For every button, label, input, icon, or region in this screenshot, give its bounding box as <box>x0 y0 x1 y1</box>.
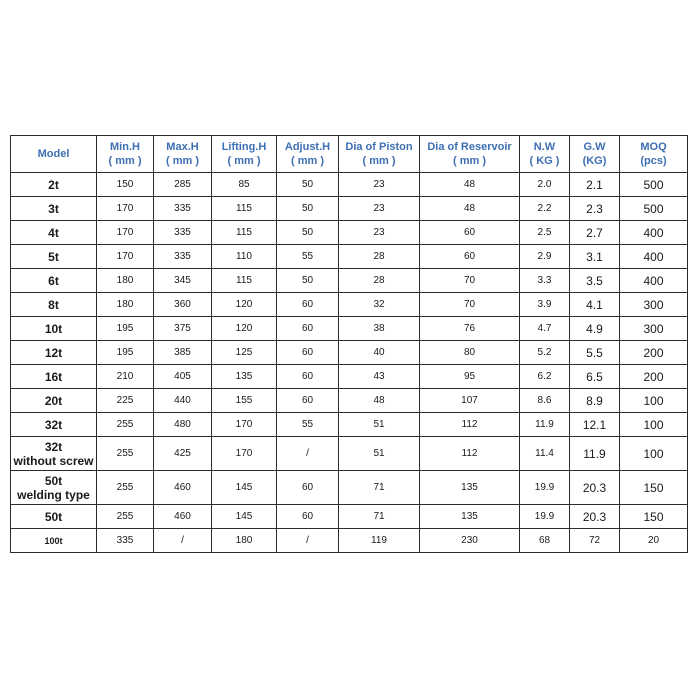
header-model <box>11 136 97 173</box>
gross-weight-cell: 8.9 <box>570 389 620 413</box>
adjust-height-cell: 55 <box>277 413 339 437</box>
model-cell <box>11 341 97 365</box>
dia-of-piston-cell: 48 <box>339 389 420 413</box>
adjust-height-cell: 60 <box>277 505 339 529</box>
header-label: MOQ <box>640 141 667 153</box>
moq-cell: 300 <box>620 317 688 341</box>
moq-cell: 200 <box>620 341 688 365</box>
lifting-height-cell: 120 <box>212 293 277 317</box>
moq-cell: 20 <box>620 529 688 553</box>
lifting-height-cell: 180 <box>212 529 277 553</box>
header-unit: ( mm ) <box>453 155 486 167</box>
dia-of-piston-cell: 51 <box>339 413 420 437</box>
dia-of-piston-cell: 23 <box>339 173 420 197</box>
model-cell <box>11 413 97 437</box>
net-weight-cell: 19.9 <box>520 505 570 529</box>
dia-of-reservoir-cell: 70 <box>420 269 520 293</box>
min-height-cell: 195 <box>97 341 154 365</box>
header-max-height <box>154 136 212 173</box>
header-label: Dia of Piston <box>345 141 413 153</box>
lifting-height-cell: 115 <box>212 197 277 221</box>
net-weight-cell: 3.3 <box>520 269 570 293</box>
min-height-cell: 150 <box>97 173 154 197</box>
adjust-height-cell: 60 <box>277 341 339 365</box>
moq-cell: 400 <box>620 245 688 269</box>
dia-of-piston-cell: 23 <box>339 197 420 221</box>
header-moq <box>620 136 688 173</box>
lifting-height-cell: 125 <box>212 341 277 365</box>
model-label: 2t <box>48 177 59 192</box>
lifting-height-cell: 115 <box>212 269 277 293</box>
min-height-cell: 170 <box>97 197 154 221</box>
moq-cell: 500 <box>620 197 688 221</box>
max-height-cell: 345 <box>154 269 212 293</box>
header-min-height <box>97 136 154 173</box>
header-gross-weight <box>570 136 620 173</box>
header-label: Max.H <box>166 141 199 153</box>
header-label: N.W <box>533 141 556 153</box>
model-cell <box>11 389 97 413</box>
model-cell <box>11 471 97 505</box>
header-net-weight <box>520 136 570 173</box>
model-label: 16t <box>44 369 63 384</box>
model-cell <box>11 365 97 389</box>
max-height-cell: 335 <box>154 245 212 269</box>
net-weight-cell: 11.9 <box>520 413 570 437</box>
dia-of-piston-cell: 71 <box>339 471 420 505</box>
table-row <box>11 505 688 529</box>
adjust-height-cell: 60 <box>277 293 339 317</box>
header-label: Adjust.H <box>284 141 331 153</box>
dia-of-piston-cell: 71 <box>339 505 420 529</box>
table-row <box>11 173 688 197</box>
min-height-cell: 170 <box>97 245 154 269</box>
model-label: 4t <box>48 225 59 240</box>
net-weight-cell: 3.9 <box>520 293 570 317</box>
gross-weight-cell: 72 <box>570 529 620 553</box>
model-label: without screw <box>13 453 94 468</box>
max-height-cell: / <box>154 529 212 553</box>
model-label: 5t <box>48 249 59 264</box>
net-weight-cell: 2.9 <box>520 245 570 269</box>
dia-of-piston-cell: 28 <box>339 245 420 269</box>
model-cell <box>11 221 97 245</box>
dia-of-reservoir-cell: 60 <box>420 245 520 269</box>
max-height-cell: 360 <box>154 293 212 317</box>
max-height-cell: 460 <box>154 471 212 505</box>
min-height-cell: 180 <box>97 293 154 317</box>
moq-cell: 100 <box>620 389 688 413</box>
max-height-cell: 440 <box>154 389 212 413</box>
lifting-height-cell: 110 <box>212 245 277 269</box>
gross-weight-cell: 2.3 <box>570 197 620 221</box>
table-row <box>11 317 688 341</box>
model-label: 50t <box>44 473 63 488</box>
lifting-height-cell: 170 <box>212 413 277 437</box>
header-label: Dia of Reservoir <box>427 141 512 153</box>
adjust-height-cell: 55 <box>277 245 339 269</box>
dia-of-reservoir-cell: 230 <box>420 529 520 553</box>
header-label: Lifting.H <box>221 141 267 153</box>
header-lifting-height <box>212 136 277 173</box>
header-dia-of-reservoir <box>420 136 520 173</box>
net-weight-cell: 6.2 <box>520 365 570 389</box>
dia-of-reservoir-cell: 112 <box>420 437 520 471</box>
net-weight-cell: 8.6 <box>520 389 570 413</box>
moq-cell: 100 <box>620 437 688 471</box>
header-label: Min.H <box>110 141 140 153</box>
dia-of-reservoir-cell: 76 <box>420 317 520 341</box>
lifting-height-cell: 85 <box>212 173 277 197</box>
table-row <box>11 221 688 245</box>
model-label: 6t <box>48 273 59 288</box>
net-weight-cell: 2.0 <box>520 173 570 197</box>
dia-of-piston-cell: 43 <box>339 365 420 389</box>
model-label: 32t <box>44 417 63 432</box>
table-row <box>11 341 688 365</box>
dia-of-reservoir-cell: 70 <box>420 293 520 317</box>
net-weight-cell: 2.5 <box>520 221 570 245</box>
model-label: 20t <box>44 393 63 408</box>
min-height-cell: 255 <box>97 437 154 471</box>
dia-of-piston-cell: 28 <box>339 269 420 293</box>
gross-weight-cell: 2.1 <box>570 173 620 197</box>
moq-cell: 400 <box>620 221 688 245</box>
model-cell <box>11 269 97 293</box>
gross-weight-cell: 4.9 <box>570 317 620 341</box>
moq-cell: 200 <box>620 365 688 389</box>
header-dia-of-piston <box>339 136 420 173</box>
moq-cell: 300 <box>620 293 688 317</box>
adjust-height-cell: 60 <box>277 471 339 505</box>
dia-of-piston-cell: 32 <box>339 293 420 317</box>
max-height-cell: 385 <box>154 341 212 365</box>
net-weight-cell: 11.4 <box>520 437 570 471</box>
moq-cell: 400 <box>620 269 688 293</box>
dia-of-reservoir-cell: 135 <box>420 471 520 505</box>
dia-of-reservoir-cell: 135 <box>420 505 520 529</box>
moq-cell: 500 <box>620 173 688 197</box>
dia-of-reservoir-cell: 80 <box>420 341 520 365</box>
header-unit: ( mm ) <box>362 155 396 167</box>
min-height-cell: 225 <box>97 389 154 413</box>
model-label: 8t <box>48 297 59 312</box>
model-cell <box>11 245 97 269</box>
adjust-height-cell: / <box>277 437 339 471</box>
header-row <box>11 136 688 173</box>
dia-of-piston-cell: 40 <box>339 341 420 365</box>
gross-weight-cell: 5.5 <box>570 341 620 365</box>
dia-of-piston-cell: 38 <box>339 317 420 341</box>
net-weight-cell: 4.7 <box>520 317 570 341</box>
model-label: 100t <box>44 535 63 546</box>
lifting-height-cell: 145 <box>212 505 277 529</box>
model-label: 32t <box>44 439 63 454</box>
adjust-height-cell: 50 <box>277 269 339 293</box>
moq-cell: 100 <box>620 413 688 437</box>
dia-of-reservoir-cell: 112 <box>420 413 520 437</box>
table-row <box>11 365 688 389</box>
dia-of-piston-cell: 51 <box>339 437 420 471</box>
lifting-height-cell: 170 <box>212 437 277 471</box>
table-row <box>11 529 688 553</box>
gross-weight-cell: 3.1 <box>570 245 620 269</box>
header-unit: (KG) <box>582 155 607 167</box>
header-adjust-height <box>277 136 339 173</box>
gross-weight-cell: 11.9 <box>570 437 620 471</box>
gross-weight-cell: 2.7 <box>570 221 620 245</box>
min-height-cell: 170 <box>97 221 154 245</box>
min-height-cell: 255 <box>97 505 154 529</box>
table-row <box>11 413 688 437</box>
gross-weight-cell: 3.5 <box>570 269 620 293</box>
min-height-cell: 180 <box>97 269 154 293</box>
net-weight-cell: 68 <box>520 529 570 553</box>
net-weight-cell: 5.2 <box>520 341 570 365</box>
min-height-cell: 255 <box>97 413 154 437</box>
adjust-height-cell: 50 <box>277 173 339 197</box>
header-unit: ( mm ) <box>166 155 199 167</box>
max-height-cell: 425 <box>154 437 212 471</box>
lifting-height-cell: 120 <box>212 317 277 341</box>
header-unit: (pcs) <box>640 155 667 167</box>
moq-cell: 150 <box>620 505 688 529</box>
max-height-cell: 405 <box>154 365 212 389</box>
min-height-cell: 195 <box>97 317 154 341</box>
min-height-cell: 335 <box>97 529 154 553</box>
max-height-cell: 480 <box>154 413 212 437</box>
dia-of-reservoir-cell: 107 <box>420 389 520 413</box>
model-label: 50t <box>44 509 63 524</box>
dia-of-reservoir-cell: 48 <box>420 173 520 197</box>
gross-weight-cell: 4.1 <box>570 293 620 317</box>
gross-weight-cell: 12.1 <box>570 413 620 437</box>
table-row <box>11 245 688 269</box>
dia-of-reservoir-cell: 60 <box>420 221 520 245</box>
jack-specification-table <box>10 135 688 553</box>
adjust-height-cell: 50 <box>277 197 339 221</box>
table-row <box>11 471 688 505</box>
dia-of-piston-cell: 119 <box>339 529 420 553</box>
net-weight-cell: 19.9 <box>520 471 570 505</box>
net-weight-cell: 2.2 <box>520 197 570 221</box>
max-height-cell: 375 <box>154 317 212 341</box>
model-cell <box>11 197 97 221</box>
table-body <box>11 173 688 553</box>
table-row <box>11 389 688 413</box>
max-height-cell: 335 <box>154 221 212 245</box>
lifting-height-cell: 155 <box>212 389 277 413</box>
model-cell <box>11 505 97 529</box>
max-height-cell: 285 <box>154 173 212 197</box>
table-row <box>11 269 688 293</box>
adjust-height-cell: 50 <box>277 221 339 245</box>
dia-of-piston-cell: 23 <box>339 221 420 245</box>
max-height-cell: 460 <box>154 505 212 529</box>
header-model-label: Model <box>37 148 70 160</box>
min-height-cell: 210 <box>97 365 154 389</box>
model-cell <box>11 529 97 553</box>
dia-of-reservoir-cell: 48 <box>420 197 520 221</box>
max-height-cell: 335 <box>154 197 212 221</box>
gross-weight-cell: 20.3 <box>570 471 620 505</box>
model-cell <box>11 173 97 197</box>
table-row <box>11 197 688 221</box>
adjust-height-cell: / <box>277 529 339 553</box>
model-cell <box>11 317 97 341</box>
model-label: 3t <box>48 201 59 216</box>
model-label: 12t <box>44 345 63 360</box>
lifting-height-cell: 115 <box>212 221 277 245</box>
table-row <box>11 437 688 471</box>
moq-cell: 150 <box>620 471 688 505</box>
dia-of-reservoir-cell: 95 <box>420 365 520 389</box>
adjust-height-cell: 60 <box>277 365 339 389</box>
header-label: G.W <box>583 141 606 153</box>
lifting-height-cell: 135 <box>212 365 277 389</box>
model-label: 10t <box>44 321 63 336</box>
model-cell <box>11 293 97 317</box>
table-row <box>11 293 688 317</box>
gross-weight-cell: 20.3 <box>570 505 620 529</box>
header-unit: ( KG ) <box>529 155 560 167</box>
header-unit: ( mm ) <box>227 155 261 167</box>
min-height-cell: 255 <box>97 471 154 505</box>
lifting-height-cell: 145 <box>212 471 277 505</box>
model-label: welding type <box>17 487 90 502</box>
header-unit: ( mm ) <box>108 155 142 167</box>
model-cell <box>11 437 97 471</box>
gross-weight-cell: 6.5 <box>570 365 620 389</box>
header-unit: ( mm ) <box>291 155 324 167</box>
adjust-height-cell: 60 <box>277 389 339 413</box>
adjust-height-cell: 60 <box>277 317 339 341</box>
